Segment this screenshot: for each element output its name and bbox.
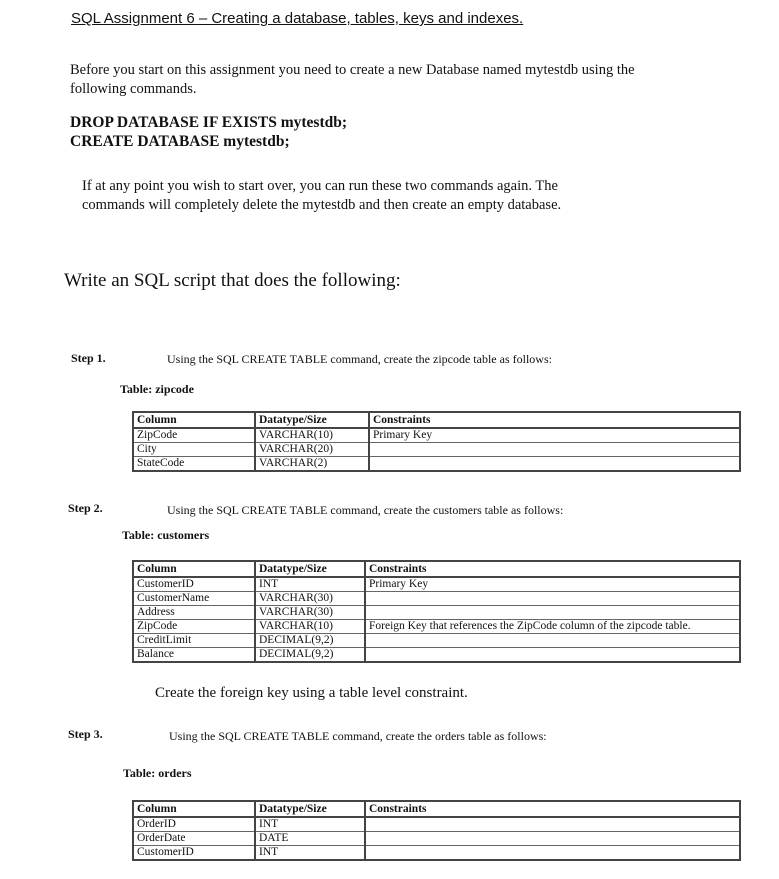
intro-paragraph	[70, 61, 635, 99]
cell-datatype: INT	[255, 817, 365, 832]
start-over-note	[82, 177, 561, 215]
cell-datatype: DECIMAL(9,2)	[255, 634, 365, 648]
cell-constraints	[365, 606, 740, 620]
cell-constraints	[369, 443, 740, 457]
cell-constraints	[365, 592, 740, 606]
page-title: SQL Assignment 6 – Creating a database, tables, keys and indexes.	[71, 10, 524, 27]
cell-datatype: INT	[255, 846, 365, 861]
table-row	[133, 592, 740, 606]
create-command: CREATE DATABASE mytestdb;	[70, 133, 290, 150]
cell-datatype: VARCHAR(20)	[255, 443, 369, 457]
cell-column: OrderID	[133, 817, 255, 832]
header-column: Column	[133, 412, 255, 428]
step-3-label: Step 3.	[68, 727, 103, 741]
step-1-description: Using the SQL CREATE TABLE command, create the zipcode table as follows:	[167, 352, 552, 366]
header-constraints: Constraints	[365, 801, 740, 817]
drop-command: DROP DATABASE IF EXISTS mytestdb;	[70, 114, 348, 131]
header-constraints: Constraints	[369, 412, 740, 428]
table-row	[133, 648, 740, 663]
table-row	[133, 620, 740, 634]
step-2-label: Step 2.	[68, 501, 103, 515]
table-customers-label: Table: customers	[122, 528, 210, 542]
cell-column: CreditLimit	[133, 634, 255, 648]
table-row	[133, 428, 740, 443]
header-column: Column	[133, 561, 255, 577]
cell-constraints	[365, 648, 740, 663]
step-2-description: Using the SQL CREATE TABLE command, create the customers table as follows:	[167, 503, 564, 517]
cell-datatype: DECIMAL(9,2)	[255, 648, 365, 663]
cell-datatype: DATE	[255, 832, 365, 846]
table-zipcode-label: Table: zipcode	[120, 382, 194, 396]
intro-line: following commands.	[70, 81, 197, 97]
cell-column: CustomerID	[133, 846, 255, 861]
cell-constraints	[365, 817, 740, 832]
step-3-description: Using the SQL CREATE TABLE command, create the orders table as follows:	[169, 729, 547, 743]
cell-column: StateCode	[133, 457, 255, 472]
cell-constraints	[365, 832, 740, 846]
cell-datatype: VARCHAR(10)	[255, 620, 365, 634]
instruction-heading: Write an SQL script that does the following:	[64, 270, 401, 291]
header-datatype: Datatype/Size	[255, 561, 365, 577]
header-datatype: Datatype/Size	[255, 801, 365, 817]
table-header-row	[133, 561, 740, 577]
table-row	[133, 606, 740, 620]
cell-column: CustomerID	[133, 577, 255, 592]
cell-constraints: Primary Key	[369, 428, 740, 443]
note-line: commands will completely delete the mytestdb and then create an empty database.	[82, 197, 562, 213]
cell-column: City	[133, 443, 255, 457]
step-1-label: Step 1.	[71, 351, 106, 365]
cell-constraints	[365, 846, 740, 861]
cell-column: ZipCode	[133, 620, 255, 634]
cell-datatype: VARCHAR(30)	[255, 592, 365, 606]
cell-datatype: INT	[255, 577, 365, 592]
cell-datatype: VARCHAR(10)	[255, 428, 369, 443]
table-header-row	[133, 412, 740, 428]
header-datatype: Datatype/Size	[255, 412, 369, 428]
table-row	[133, 634, 740, 648]
cell-constraints	[369, 457, 740, 472]
cell-column: ZipCode	[133, 428, 255, 443]
cell-constraints	[365, 634, 740, 648]
customers-table	[132, 560, 741, 663]
zipcode-table	[132, 411, 741, 472]
note-line: If at any point you wish to start over, you can run these two commands again. The	[82, 178, 558, 194]
cell-column: Address	[133, 606, 255, 620]
foreign-key-note: Create the foreign key using a table level constraint.	[155, 685, 468, 701]
table-row	[133, 846, 740, 861]
table-row	[133, 832, 740, 846]
table-row	[133, 817, 740, 832]
table-header-row	[133, 801, 740, 817]
intro-line: Before you start on this assignment you need to create a new Database named mytestdb using the	[70, 62, 635, 78]
header-constraints: Constraints	[365, 561, 740, 577]
table-row	[133, 457, 740, 472]
cell-column: Balance	[133, 648, 255, 663]
cell-datatype: VARCHAR(30)	[255, 606, 365, 620]
table-row	[133, 577, 740, 592]
cell-column: OrderDate	[133, 832, 255, 846]
header-column: Column	[133, 801, 255, 817]
table-orders-label: Table: orders	[123, 766, 192, 780]
cell-column: CustomerName	[133, 592, 255, 606]
table-row	[133, 443, 740, 457]
cell-datatype: VARCHAR(2)	[255, 457, 369, 472]
cell-constraints: Foreign Key that references the ZipCode column of the zipcode table.	[365, 620, 740, 634]
orders-table	[132, 800, 741, 861]
cell-constraints: Primary Key	[365, 577, 740, 592]
